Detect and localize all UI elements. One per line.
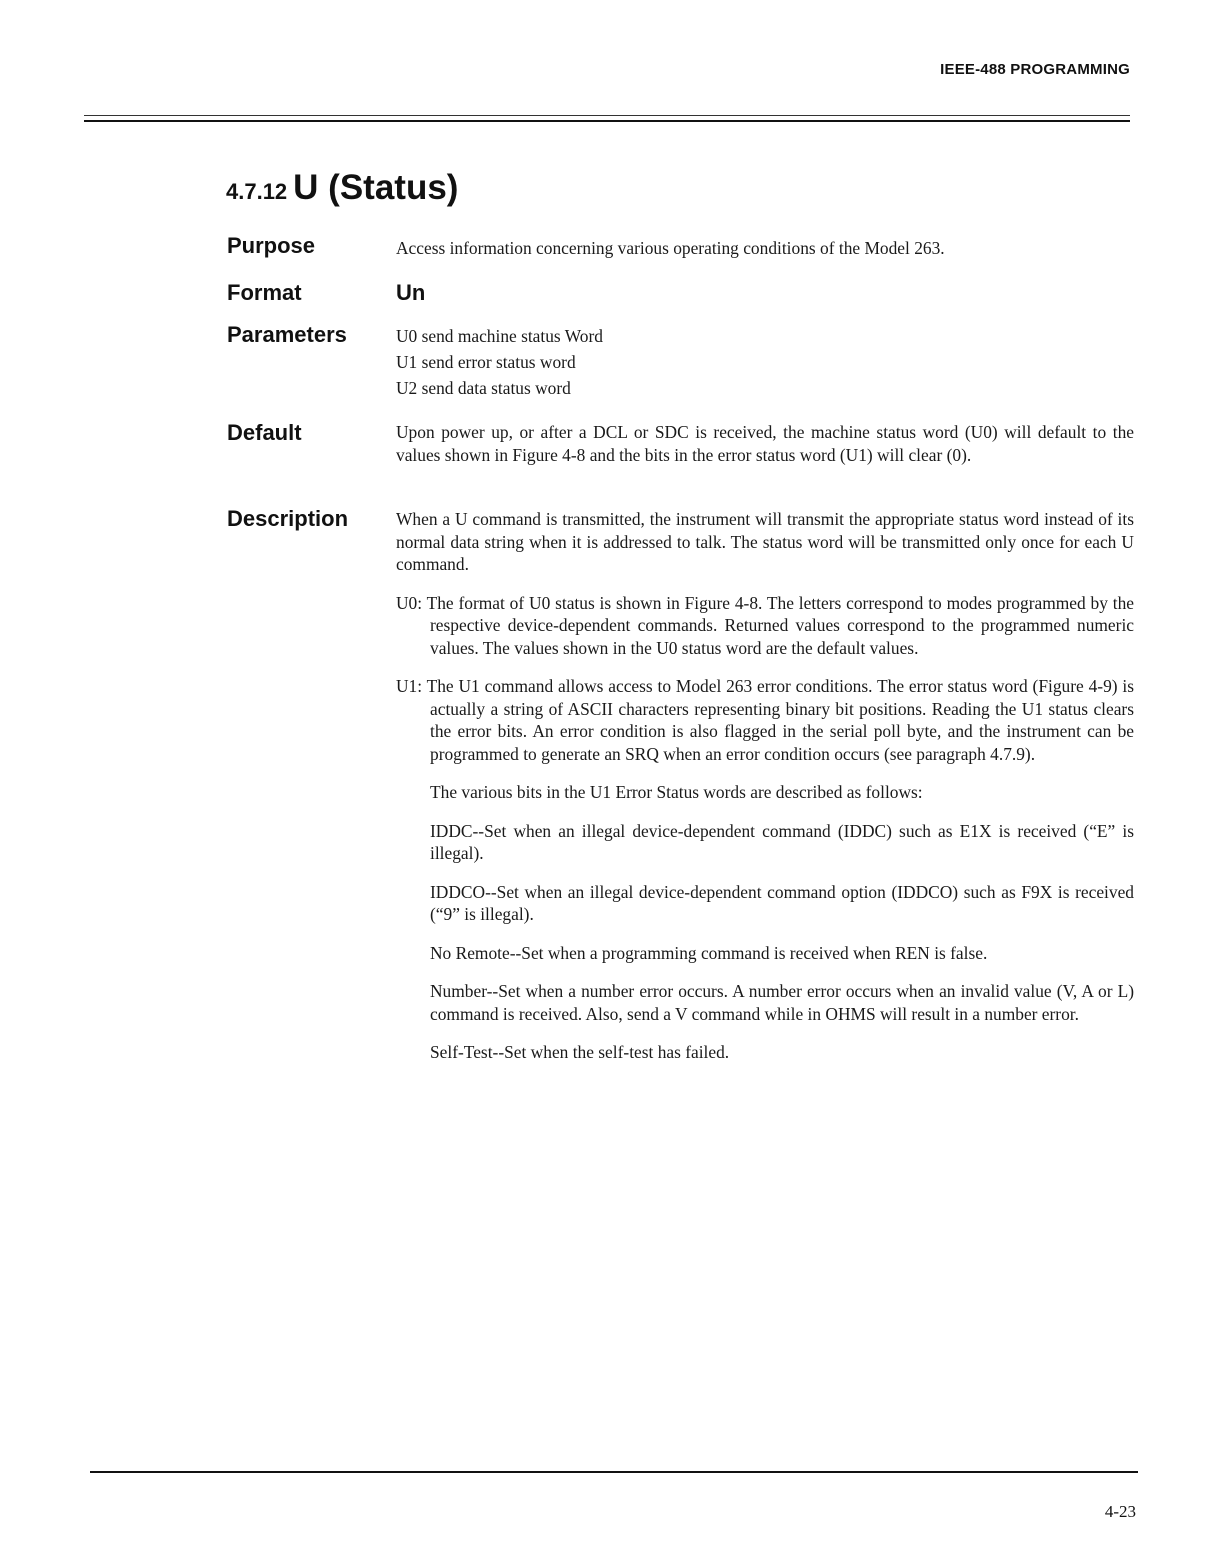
description-no-remote: No Remote--Set when a programming command is received when REN is false. xyxy=(430,942,988,963)
parameters-label: Parameters xyxy=(227,322,347,347)
description-self-test: Self-Test--Set when the self-test has failed. xyxy=(430,1042,730,1062)
parameters-list xyxy=(396,323,1134,401)
purpose-paragraph: Access information concerning various operating conditions of the Model 263. xyxy=(396,238,945,258)
purpose-label: Purpose xyxy=(227,233,316,258)
format-label: Format xyxy=(227,280,302,305)
header-rule-thick xyxy=(84,120,1130,122)
section-title xyxy=(226,168,458,208)
header-rule-thin xyxy=(84,115,1130,116)
parameter-item: U0 send machine status Word xyxy=(396,326,603,346)
description-iddco: IDDCO--Set when an illegal device-dependent command option (IDDCO) such as F9X is received (“9” is illegal). xyxy=(430,881,1134,924)
default-label: Default xyxy=(227,420,302,445)
footer-rule xyxy=(90,1471,1138,1473)
description-label: Description xyxy=(227,506,349,531)
description-body xyxy=(396,508,1134,1064)
description-intro: When a U command is transmitted, the instrument will transmit the appropriate status word instead of its normal data string when it is addressed to talk. The status word will be transmitted only once for each U command. xyxy=(396,509,1134,574)
section-number: 4.7.12 xyxy=(226,179,288,204)
description-number: Number--Set when a number error occurs. A number error occurs when an invalid value (V, A or L) command is received. Also, send a V command while in OHMS will result in a number error. xyxy=(430,981,1134,1024)
parameter-item: U2 send data status word xyxy=(396,378,571,398)
description-bits-intro: The various bits in the U1 Error Status words are described as follows: xyxy=(430,782,923,802)
default-text xyxy=(396,421,1134,466)
purpose-text xyxy=(396,237,1134,260)
default-paragraph: Upon power up, or after a DCL or SDC is received, the machine status word (U0) will default to the values shown in Figure 4-8 and the bits in the error status word (U1) will clear (0). xyxy=(396,422,1134,465)
parameter-item: U1 send error status word xyxy=(396,352,576,372)
description-u0: U0: The format of U0 status is shown in Figure 4-8. The letters correspond to modes programmed by the respective device-dependent commands. Returned values correspond to the programmed numeric values. The values shown in the U0 status word are the default values. xyxy=(396,592,1134,658)
description-iddc: IDDC--Set when an illegal device-dependent command (IDDC) such as E1X is received (“E” is illegal). xyxy=(430,820,1134,863)
page-number: 4-23 xyxy=(1104,1502,1136,1521)
description-u1: U1: The U1 command allows access to Model 263 error conditions. The error status word (Figure 4-9) is actually a string of ASCII characters representing binary bit positions. Reading the U1 status clears the error bits. An error condition is also flagged in the serial poll byte, and the instrument can be programmed to generate an SRQ when an error condition occurs (see paragraph 4.7.9). xyxy=(396,676,1134,764)
section-name: U (Status) xyxy=(293,168,459,207)
format-value: Un xyxy=(396,280,426,305)
running-head: IEEE-488 PROGRAMMING xyxy=(940,61,1130,78)
